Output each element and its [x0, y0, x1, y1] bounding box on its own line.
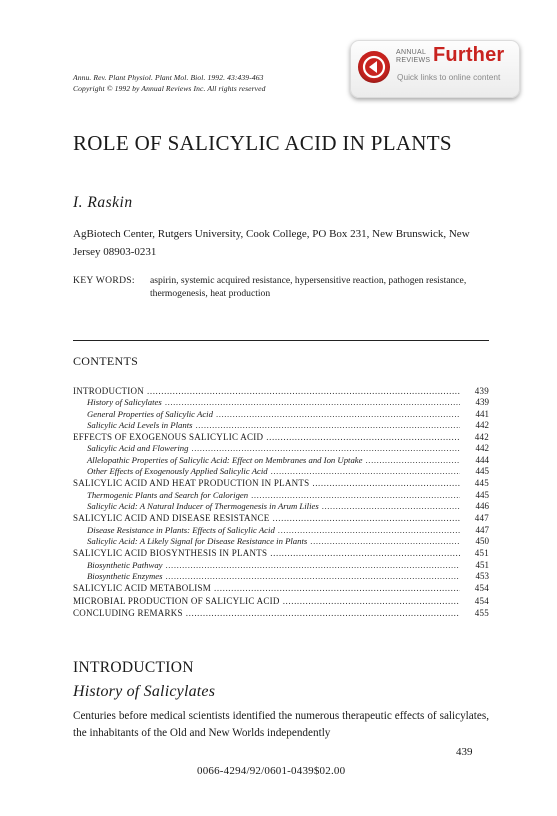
toc-leader-dots [165, 397, 460, 408]
toc-leader-dots [278, 525, 460, 536]
toc-section-entry[interactable] [73, 548, 489, 559]
toc-entry-page: 445 [474, 478, 489, 489]
toc-entry-page: 446 [475, 500, 489, 511]
toc-entry-title: SALICYLIC ACID BIOSYNTHESIS IN PLANTS [73, 548, 268, 559]
article-title: ROLE OF SALICYLIC ACID IN PLANTS [73, 131, 452, 155]
toc-section-entry[interactable] [73, 608, 489, 619]
toc-section-entry[interactable] [73, 386, 489, 397]
toc-subsection-entry[interactable] [73, 560, 489, 571]
toc-entry-title: Biosynthetic Pathway [87, 559, 163, 570]
toc-entry-title: SALICYLIC ACID METABOLISM [73, 583, 212, 594]
toc-subsection-entry[interactable] [73, 536, 489, 547]
badge-brand-line-1: ANNUAL [396, 49, 427, 56]
badge-brand-line-2: REVIEWS [396, 56, 431, 64]
toc-entry-page: 439 [474, 386, 489, 396]
badge-tagline: Quick links to online content [397, 72, 501, 82]
toc-leader-dots [191, 443, 460, 454]
toc-entry-page: 441 [475, 408, 489, 419]
play-back-arrow-icon [358, 51, 390, 83]
toc-entry-title: MICROBIAL PRODUCTION OF SALICYLIC ACID [73, 595, 280, 606]
page-number: 439 [456, 746, 473, 758]
toc-entry-title: SALICYLIC ACID AND HEAT PRODUCTION IN PLANTS [73, 478, 310, 489]
article-author: I. Raskin [73, 194, 133, 211]
journal-citation [73, 72, 266, 94]
toc-entry-page: 453 [475, 570, 489, 581]
subsection-heading-history: History of Salicylates [73, 683, 216, 700]
toc-leader-dots [251, 490, 460, 501]
toc-entry-title: Disease Resistance in Plants: Effects of Salicylic Acid [87, 524, 275, 535]
toc-entry-title: EFFECTS OF EXOGENOUS SALICYLIC ACID [73, 432, 264, 443]
toc-entry-title: History of Salicylates [87, 397, 162, 408]
toc-entry-title: Allelopathic Properties of Salicylic Acid: Effect on Membranes and Ion Uptake [87, 454, 363, 465]
toc-entry-title: Salicylic Acid and Flowering [87, 443, 189, 454]
toc-entry-title: Salicylic Acid: A Likely Signal for Disease Resistance in Plants [87, 535, 308, 546]
keywords-text: aspirin, systemic acquired resistance, hypersensitive reaction, pathogen resistance, thermogenesis, heat production [150, 275, 467, 299]
toc-section-entry[interactable] [73, 432, 489, 443]
toc-entry-page: 445 [475, 489, 489, 500]
toc-entry-title: CONCLUDING REMARKS [73, 608, 183, 619]
toc-entry-page: 450 [475, 535, 489, 546]
toc-leader-dots [310, 536, 460, 547]
section-divider [73, 340, 489, 341]
toc-entry-page: 442 [475, 419, 489, 430]
toc-entry-page: 442 [474, 432, 489, 443]
toc-leader-dots [266, 432, 460, 443]
keywords-label: KEY WORDS: [73, 275, 135, 286]
toc-subsection-entry[interactable] [73, 501, 489, 512]
contents-heading: CONTENTS [73, 354, 139, 368]
toc-entry-title: Biosynthetic Enzymes [87, 570, 163, 581]
toc-entry-title: SALICYLIC ACID AND DISEASE RESISTANCE [73, 513, 270, 524]
toc-leader-dots [270, 548, 460, 559]
toc-leader-dots [147, 386, 460, 397]
toc-leader-dots [216, 409, 460, 420]
badge-brand-small [396, 49, 430, 64]
toc-leader-dots [273, 513, 460, 524]
toc-entry-page: 454 [474, 583, 489, 594]
toc-leader-dots [271, 466, 460, 477]
toc-entry-title: Salicylic Acid: A Natural Inducer of Thermogenesis in Arum Lilies [87, 500, 319, 511]
toc-subsection-entry[interactable] [73, 571, 489, 582]
toc-leader-dots [283, 596, 460, 607]
badge-further-label: Further [433, 44, 505, 66]
toc-subsection-entry[interactable] [73, 490, 489, 501]
toc-leader-dots [214, 583, 460, 594]
toc-leader-dots [186, 608, 460, 619]
toc-entry-page: 444 [475, 454, 489, 465]
toc-section-entry[interactable] [73, 478, 489, 489]
toc-entry-page: 447 [474, 513, 489, 524]
toc-entry-title: Thermogenic Plants and Search for Calorigen [87, 489, 249, 500]
toc-subsection-entry[interactable] [73, 525, 489, 536]
toc-subsection-entry[interactable] [73, 409, 489, 420]
toc-subsection-entry[interactable] [73, 397, 489, 408]
toc-entry-page: 442 [475, 443, 489, 454]
toc-entry-title: INTRODUCTION [73, 386, 144, 396]
toc-subsection-entry[interactable] [73, 420, 489, 431]
toc-entry-title: Salicylic Acid Levels in Plants [87, 419, 193, 430]
toc-leader-dots [166, 560, 460, 571]
citation-line-2: Copyright © 1992 by Annual Reviews Inc. All rights reserved [73, 84, 266, 93]
body-paragraph: Centuries before medical scientists identified the numerous therapeutic effects of salicylates, the inhabitants of the Old and New Worlds independently [73, 710, 489, 739]
toc-leader-dots [366, 455, 460, 466]
toc-section-entry[interactable] [73, 513, 489, 524]
toc-entry-page: 439 [475, 397, 489, 408]
toc-entry-page: 455 [474, 608, 489, 619]
toc-entry-title: General Properties of Salicylic Acid [87, 408, 213, 419]
toc-section-entry[interactable] [73, 583, 489, 594]
section-heading-introduction: INTRODUCTION [73, 659, 194, 676]
toc-leader-dots [166, 571, 460, 582]
citation-line-1: Annu. Rev. Plant Physiol. Plant Mol. Biol. 1992. 43:439-463 [73, 73, 264, 82]
toc-entry-page: 445 [475, 465, 489, 476]
toc-entry-title: Other Effects of Exogenously Applied Salicylic Acid [87, 465, 268, 476]
table-of-contents [73, 386, 489, 619]
toc-subsection-entry[interactable] [73, 443, 489, 454]
toc-leader-dots [322, 501, 460, 512]
author-affiliation: AgBiotech Center, Rutgers University, Cook College, PO Box 231, New Brunswick, New Jersey 08903-0231 [73, 228, 470, 258]
toc-subsection-entry[interactable] [73, 455, 489, 466]
toc-entry-page: 451 [475, 559, 489, 570]
toc-leader-dots [196, 420, 460, 431]
annual-reviews-further-badge[interactable] [350, 40, 520, 98]
toc-entry-page: 447 [475, 524, 489, 535]
toc-entry-page: 451 [474, 548, 489, 559]
toc-section-entry[interactable] [73, 596, 489, 607]
footer-article-code: 0066-4294/92/0601-0439$02.00 [197, 765, 346, 777]
toc-leader-dots [312, 478, 460, 489]
toc-subsection-entry[interactable] [73, 466, 489, 477]
toc-entry-page: 454 [474, 595, 489, 606]
